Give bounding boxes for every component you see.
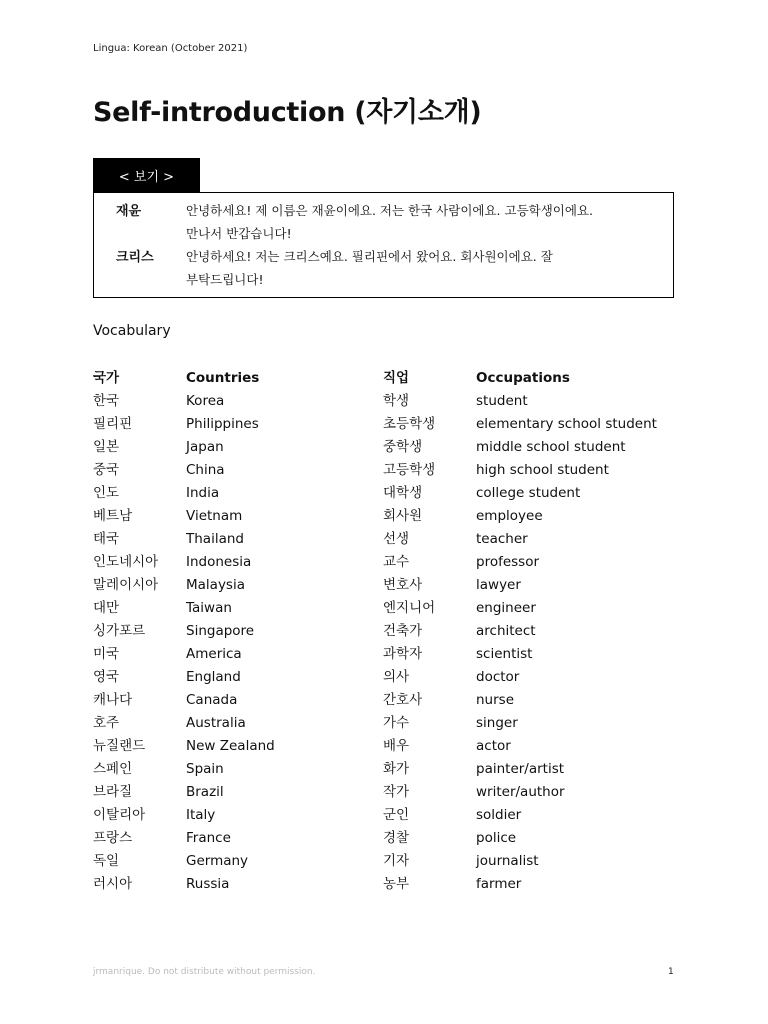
vocab-cell: 독일 xyxy=(93,853,120,869)
vocab-cell: singer xyxy=(476,715,518,731)
vocab-cell: 군인 xyxy=(383,807,410,823)
vocab-cell: Spain xyxy=(186,761,224,777)
vocab-cell: engineer xyxy=(476,600,536,616)
vocab-cell: Thailand xyxy=(186,531,244,547)
vocab-cell: 화가 xyxy=(383,761,410,777)
vocab-cell: America xyxy=(186,646,242,662)
vocab-cell: 경찰 xyxy=(383,830,410,846)
vocab-cell: China xyxy=(186,462,225,478)
vocab-cell: 기자 xyxy=(383,853,410,869)
document-header: Lingua: Korean (October 2021) xyxy=(93,43,248,54)
vocab-cell: architect xyxy=(476,623,536,639)
column-header: 직업 xyxy=(383,370,410,386)
vocab-cell: professor xyxy=(476,554,540,570)
countries-korean-column xyxy=(93,367,158,896)
vocab-cell: actor xyxy=(476,738,511,754)
vocab-cell: Korea xyxy=(186,393,225,409)
vocab-cell: 대만 xyxy=(93,600,120,616)
dialogue-line: 만나서 반갑습니다! xyxy=(186,226,292,241)
vocab-cell: high school student xyxy=(476,462,609,478)
vocab-cell: 가수 xyxy=(383,715,410,731)
vocab-cell: 캐나다 xyxy=(93,692,133,708)
vocab-cell: 인도네시아 xyxy=(93,554,159,570)
vocab-cell: 의사 xyxy=(383,669,410,685)
vocab-cell: soldier xyxy=(476,807,522,823)
vocab-cell: 선생 xyxy=(383,531,410,547)
vocab-cell: 일본 xyxy=(93,439,120,455)
vocab-cell: writer/author xyxy=(476,784,565,800)
vocab-cell: 필리핀 xyxy=(93,416,133,432)
vocab-cell: 베트남 xyxy=(93,508,133,524)
speaker-name: 재윤 xyxy=(116,204,142,219)
vocab-cell: France xyxy=(186,830,231,846)
vocab-cell: 중국 xyxy=(93,462,120,478)
vocab-cell: Brazil xyxy=(186,784,224,800)
vocab-cell: nurse xyxy=(476,692,515,708)
vocab-cell: police xyxy=(476,830,517,846)
vocab-cell: 교수 xyxy=(383,554,410,570)
vocab-cell: Germany xyxy=(186,853,249,869)
vocab-cell: 건축가 xyxy=(383,623,423,639)
vocab-cell: middle school student xyxy=(476,439,626,455)
vocab-cell: 회사원 xyxy=(383,508,423,524)
occupations-english-column xyxy=(476,367,657,896)
vocab-cell: Canada xyxy=(186,692,238,708)
dialogue-line: 안녕하세요! 저는 크리스예요. 필리핀에서 왔어요. 회사원이에요. 잘 xyxy=(186,249,553,264)
vocab-cell: 인도 xyxy=(93,485,120,501)
occupations-korean-column xyxy=(383,367,435,896)
vocab-cell: India xyxy=(186,485,220,501)
vocab-cell: 간호사 xyxy=(383,692,423,708)
vocab-cell: 배우 xyxy=(383,738,410,754)
vocab-cell: journalist xyxy=(476,853,539,869)
vocab-cell: 뉴질랜드 xyxy=(93,738,146,754)
vocab-cell: 한국 xyxy=(93,393,120,409)
vocab-cell: teacher xyxy=(476,531,528,547)
vocab-cell: Italy xyxy=(186,807,216,823)
vocab-cell: painter/artist xyxy=(476,761,565,777)
vocab-cell: student xyxy=(476,393,528,409)
vocab-cell: 대학생 xyxy=(383,485,423,501)
vocab-cell: 영국 xyxy=(93,669,120,685)
vocab-cell: lawyer xyxy=(476,577,521,593)
vocab-cell: England xyxy=(186,669,241,685)
countries-english-column xyxy=(186,367,275,896)
vocab-cell: New Zealand xyxy=(186,738,275,754)
vocab-cell: 학생 xyxy=(383,393,410,409)
vocab-cell: employee xyxy=(476,508,543,524)
column-header: Countries xyxy=(186,370,260,386)
example-dialogue-box xyxy=(93,192,674,298)
vocab-cell: Indonesia xyxy=(186,554,252,570)
vocab-cell: 초등학생 xyxy=(383,416,436,432)
dialogue-line: 부탁드립니다! xyxy=(186,272,264,287)
vocab-cell: 태국 xyxy=(93,531,120,547)
vocab-cell: 과학자 xyxy=(383,646,423,662)
vocab-cell: 호주 xyxy=(93,715,120,731)
vocab-cell: 작가 xyxy=(383,784,410,800)
vocab-cell: 미국 xyxy=(93,646,120,662)
page-number: 1 xyxy=(668,967,674,977)
vocab-cell: elementary school student xyxy=(476,416,657,432)
vocab-cell: Russia xyxy=(186,876,230,892)
dialogue-line: 안녕하세요! 제 이름은 재윤이에요. 저는 한국 사람이에요. 고등학생이에요. xyxy=(186,203,593,218)
vocab-cell: Singapore xyxy=(186,623,255,639)
vocabulary-heading: Vocabulary xyxy=(93,323,171,339)
vocab-cell: Malaysia xyxy=(186,577,245,593)
vocab-cell: Philippines xyxy=(186,416,259,432)
vocab-cell: 변호사 xyxy=(383,577,423,593)
vocab-cell: 농부 xyxy=(383,876,410,892)
footer-notice: jrmanrique. Do not distribute without permission. xyxy=(93,967,316,977)
vocab-cell: 고등학생 xyxy=(383,462,436,478)
vocab-cell: Australia xyxy=(186,715,246,731)
vocab-cell: 스페인 xyxy=(93,761,133,777)
vocab-cell: farmer xyxy=(476,876,522,892)
vocab-cell: Vietnam xyxy=(186,508,243,524)
vocab-cell: 엔지니어 xyxy=(383,600,436,616)
vocab-cell: 싱가포르 xyxy=(93,623,146,639)
vocab-cell: scientist xyxy=(476,646,533,662)
vocab-cell: doctor xyxy=(476,669,520,685)
column-header: Occupations xyxy=(476,370,570,386)
vocab-cell: 브라질 xyxy=(93,784,133,800)
page-title: Self-introduction (자기소개) xyxy=(93,97,482,128)
vocab-cell: 러시아 xyxy=(93,876,133,892)
vocab-cell: Taiwan xyxy=(186,600,232,616)
example-tab-label: < 보기 > xyxy=(93,158,200,192)
vocab-cell: 말레이시아 xyxy=(93,577,159,593)
vocab-cell: 프랑스 xyxy=(93,830,133,846)
vocab-cell: college student xyxy=(476,485,581,501)
vocab-cell: 중학생 xyxy=(383,439,423,455)
vocab-cell: 이탈리아 xyxy=(93,807,146,823)
vocab-cell: Japan xyxy=(186,439,224,455)
speaker-name: 크리스 xyxy=(116,250,154,265)
column-header: 국가 xyxy=(93,370,120,386)
